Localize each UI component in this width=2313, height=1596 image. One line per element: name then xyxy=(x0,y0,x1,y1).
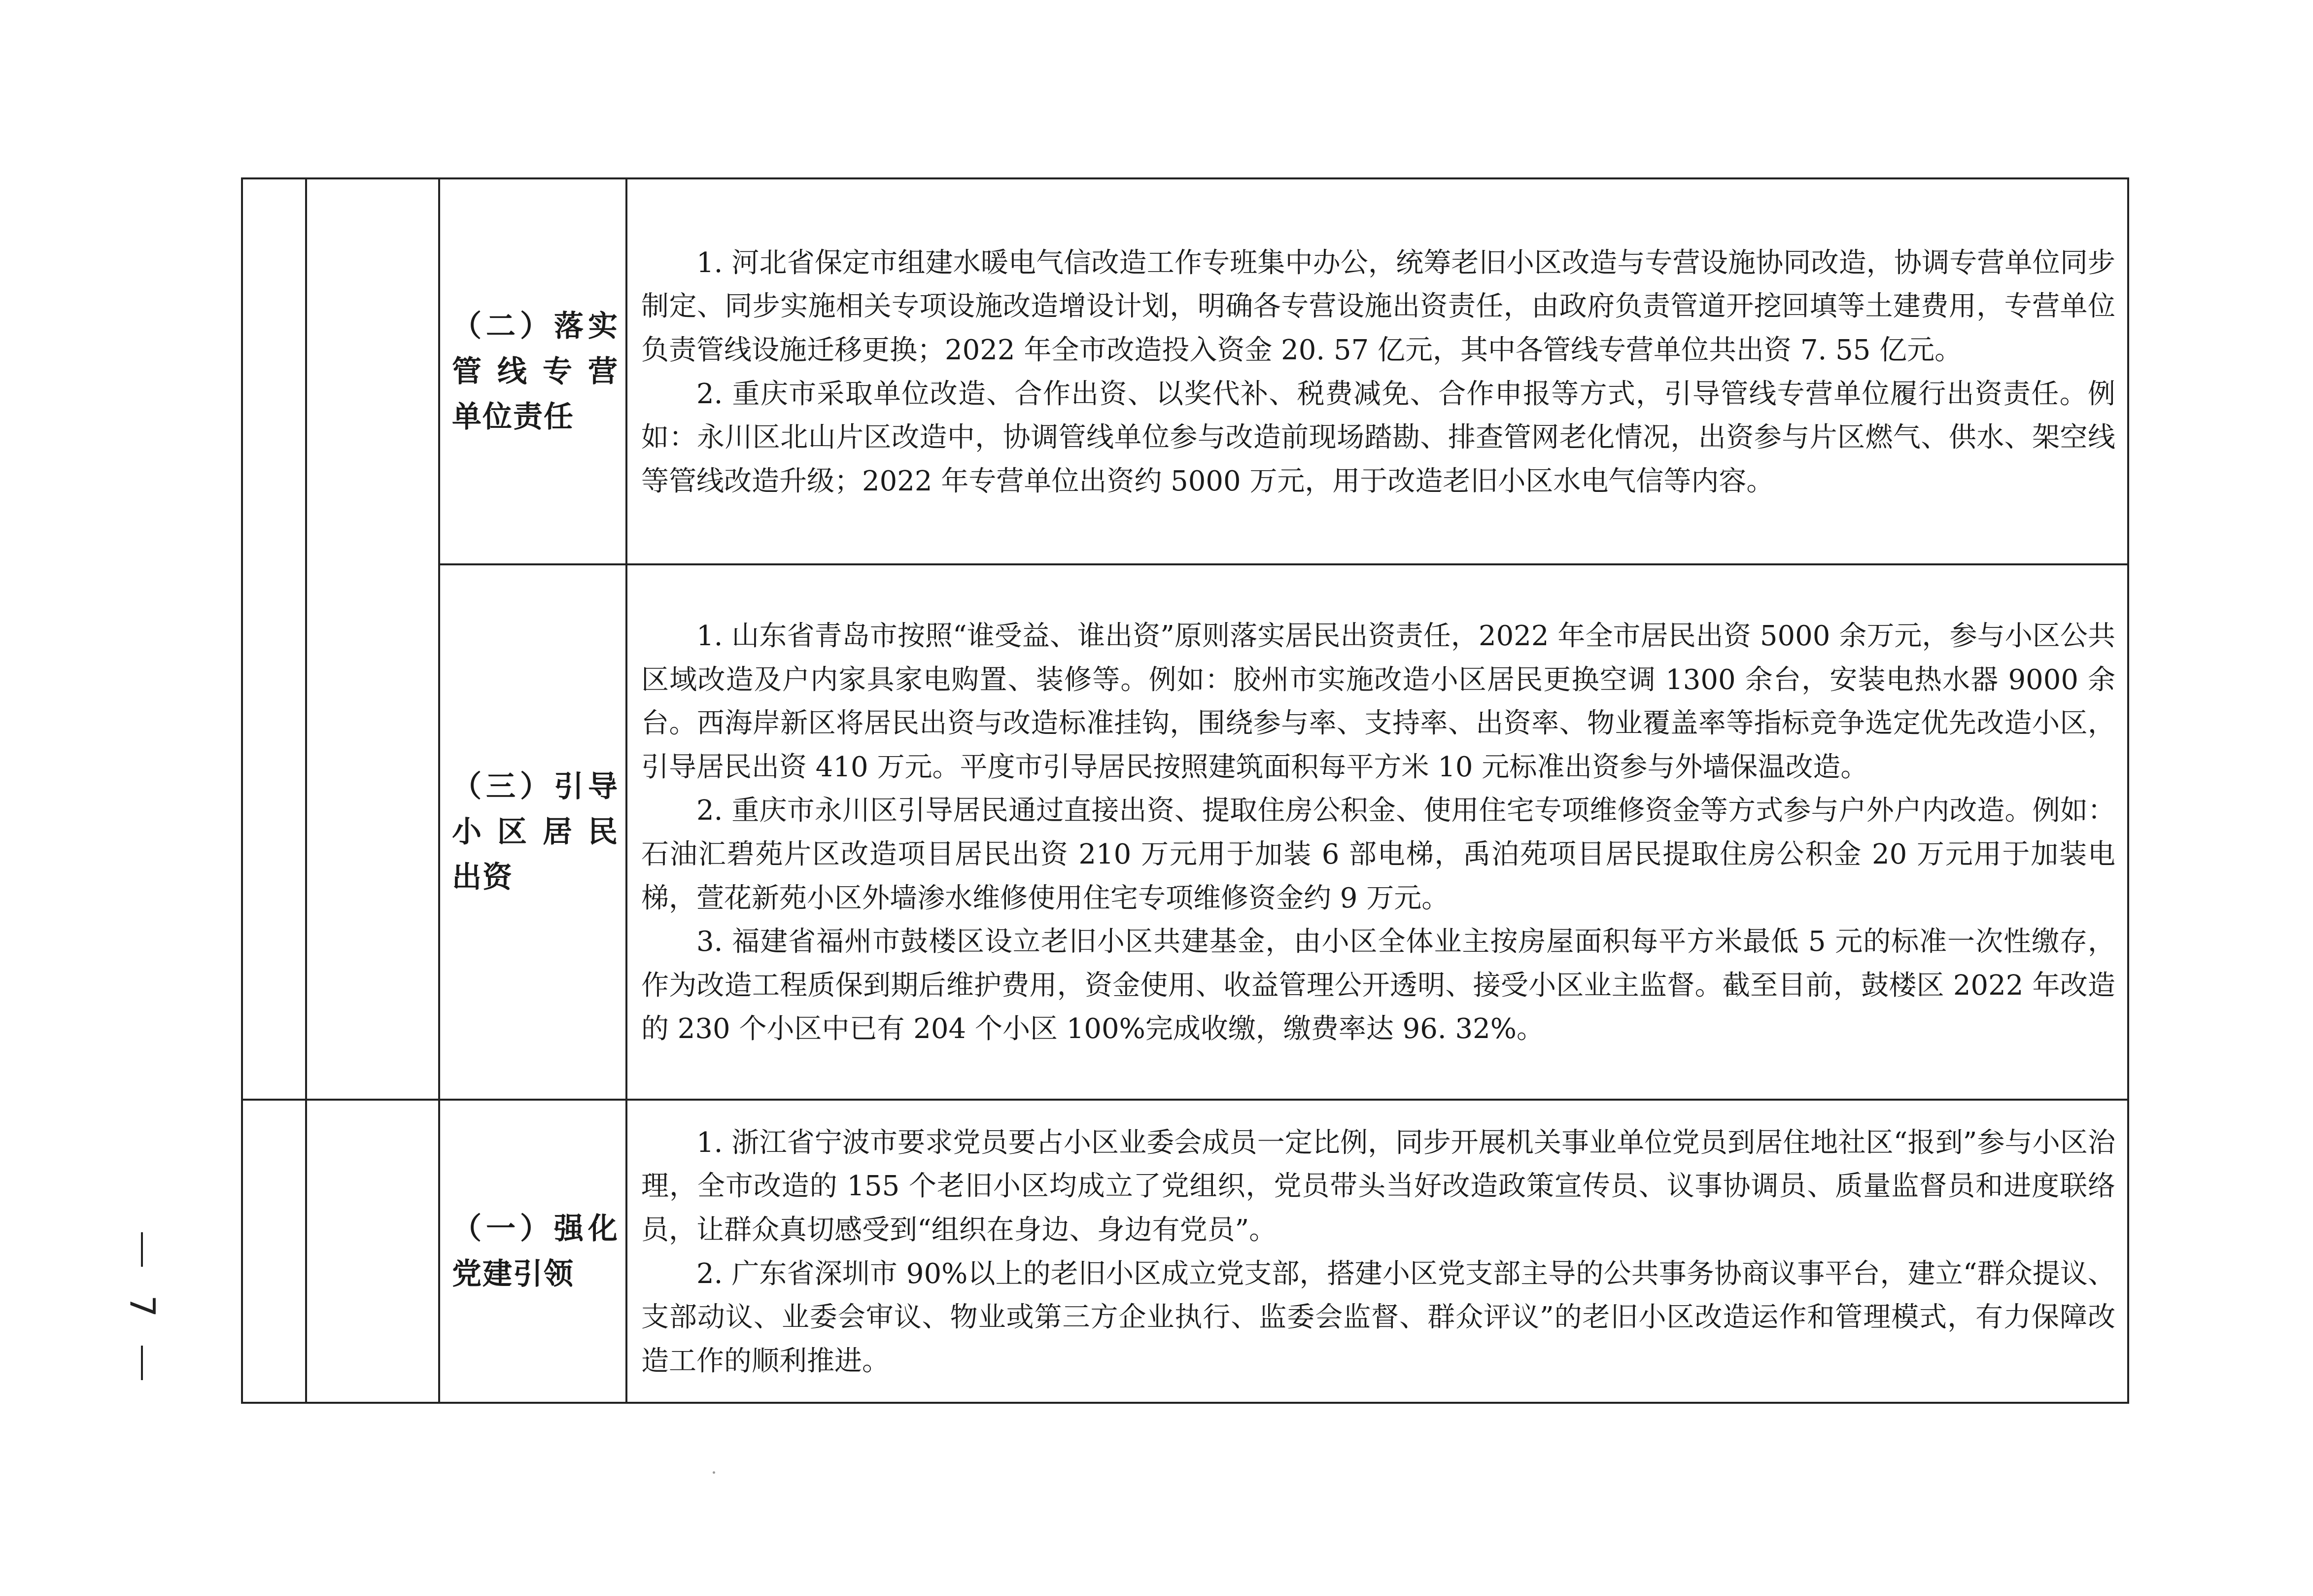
content-paragraph: 2. 重庆市永川区引导居民通过直接出资、提取住房公积金、使用住宅专项维修资金等方式参与户外户内改造。例如：石油汇碧苑片区改造项目居民出资 210 万元用于加装 6 部电梯，禹泊苑项目居民提取住房公积金 20 万元用于加装电梯，萱花新苑小区外墙渗水维修使用住宅专项维修资金约 9 万元。 xyxy=(641,795,2115,914)
measure-label xyxy=(440,1206,625,1297)
measure-label-cell xyxy=(439,1100,626,1403)
measure-content-cell xyxy=(626,1100,2128,1403)
subcategory-cell-empty xyxy=(306,1100,439,1403)
label-line: （三）引导 xyxy=(452,769,619,804)
subcategory-cell-empty xyxy=(306,178,439,1100)
page-number xyxy=(122,1232,162,1380)
table-row xyxy=(242,178,2128,564)
content-paragraph: 1. 山东省青岛市按照“谁受益、谁出资”原则落实居民出资责任，2022 年全市居民出资 5000 余万元，参与小区公共区域改造及户内家具家电购置、装修等。例如：胶州市实施改造小区居民更换空调 1300 余台，安装电热水器 9000 余台。西海岸新区将居民出资与改造标准挂钩，围绕参与率、支持率、出资率、物业覆盖率等指标竞争选定优先改造小区，引导居民出资 410 万元。平度市引导居民按照建筑面积每平方米 10 元标准出资参与外墙保温改造。 xyxy=(641,620,2115,783)
page-number-value: 7 xyxy=(121,1295,162,1318)
label-line: （一）强化 xyxy=(452,1211,619,1246)
table-row xyxy=(242,1100,2128,1403)
content-paragraph: 1. 浙江省宁波市要求党员要占小区业委会成员一定比例，同步开展机关事业单位党员到居住地社区“报到”参与小区治理，全市改造的 155 个老旧小区均成立了党组织，党员带头当好改造政策宣传员、议事协调员、质量监督员和进度联络员，让群众真切感受到“组织在身边、身边有党员”。 xyxy=(641,1126,2115,1246)
label-line: 小区居民 xyxy=(452,815,619,849)
measure-label-cell xyxy=(439,564,626,1100)
page-number-dash xyxy=(141,1232,143,1267)
content-paragraph: 2. 重庆市采取单位改造、合作出资、以奖代补、税费减免、合作申报等方式，引导管线专营单位履行出资责任。例如：永川区北山片区改造中，协调管线单位参与改造前现场踏勘、排查管网老化情况，出资参与片区燃气、供水、架空线等管线改造升级；2022 年专营单位出资约 5000 万元，用于改造老旧小区水电气信等内容。 xyxy=(641,378,2115,497)
content-paragraph: 2. 广东省深圳市 90%以上的老旧小区成立党支部，搭建小区党支部主导的公共事务协商议事平台，建立“群众提议、支部动议、业委会审议、物业或第三方企业执行、监委会监督、群众评议”的老旧小区改造运作和管理模式，有力保障改造工作的顺利推进。 xyxy=(641,1257,2115,1377)
label-line: 出资 xyxy=(452,860,513,895)
category-cell-empty xyxy=(242,1100,306,1403)
label-line: 管线专营 xyxy=(452,354,619,389)
table-row xyxy=(242,564,2128,1100)
label-line: （二）落实 xyxy=(452,309,619,344)
measure-label xyxy=(440,304,625,440)
label-line: 单位责任 xyxy=(452,399,574,434)
scan-speck xyxy=(713,1471,715,1474)
category-cell-empty xyxy=(242,178,306,1100)
policy-table xyxy=(241,177,2129,1404)
content-paragraph: 1. 河北省保定市组建水暖电气信改造工作专班集中办公，统筹老旧小区改造与专营设施协同改造，协调专营单位同步制定、同步实施相关专项设施改造增设计划，明确各专营设施出资责任，由政府负责管道开挖回填等土建费用，专营单位负责管线设施迁移更换；2022 年全市改造投入资金 20. 57 亿元，其中各管线专营单位共出资 7. 55 亿元。 xyxy=(641,246,2115,366)
label-line: 党建引领 xyxy=(452,1256,574,1291)
measure-label-cell xyxy=(439,178,626,564)
content-paragraph: 3. 福建省福州市鼓楼区设立老旧小区共建基金，由小区全体业主按房屋面积每平方米最低 5 元的标准一次性缴存，作为改造工程质保到期后维护费用，资金使用、收益管理公开透明、接受小区业主监督。截至目前，鼓楼区 2022 年改造的 230 个小区中已有 204 个小区 100%完成收缴，缴费率达 96. 32%。 xyxy=(641,926,2115,1045)
measure-label xyxy=(440,764,625,900)
measure-content-cell xyxy=(626,564,2128,1100)
page-number-dash xyxy=(141,1346,143,1380)
measure-content-cell xyxy=(626,178,2128,564)
